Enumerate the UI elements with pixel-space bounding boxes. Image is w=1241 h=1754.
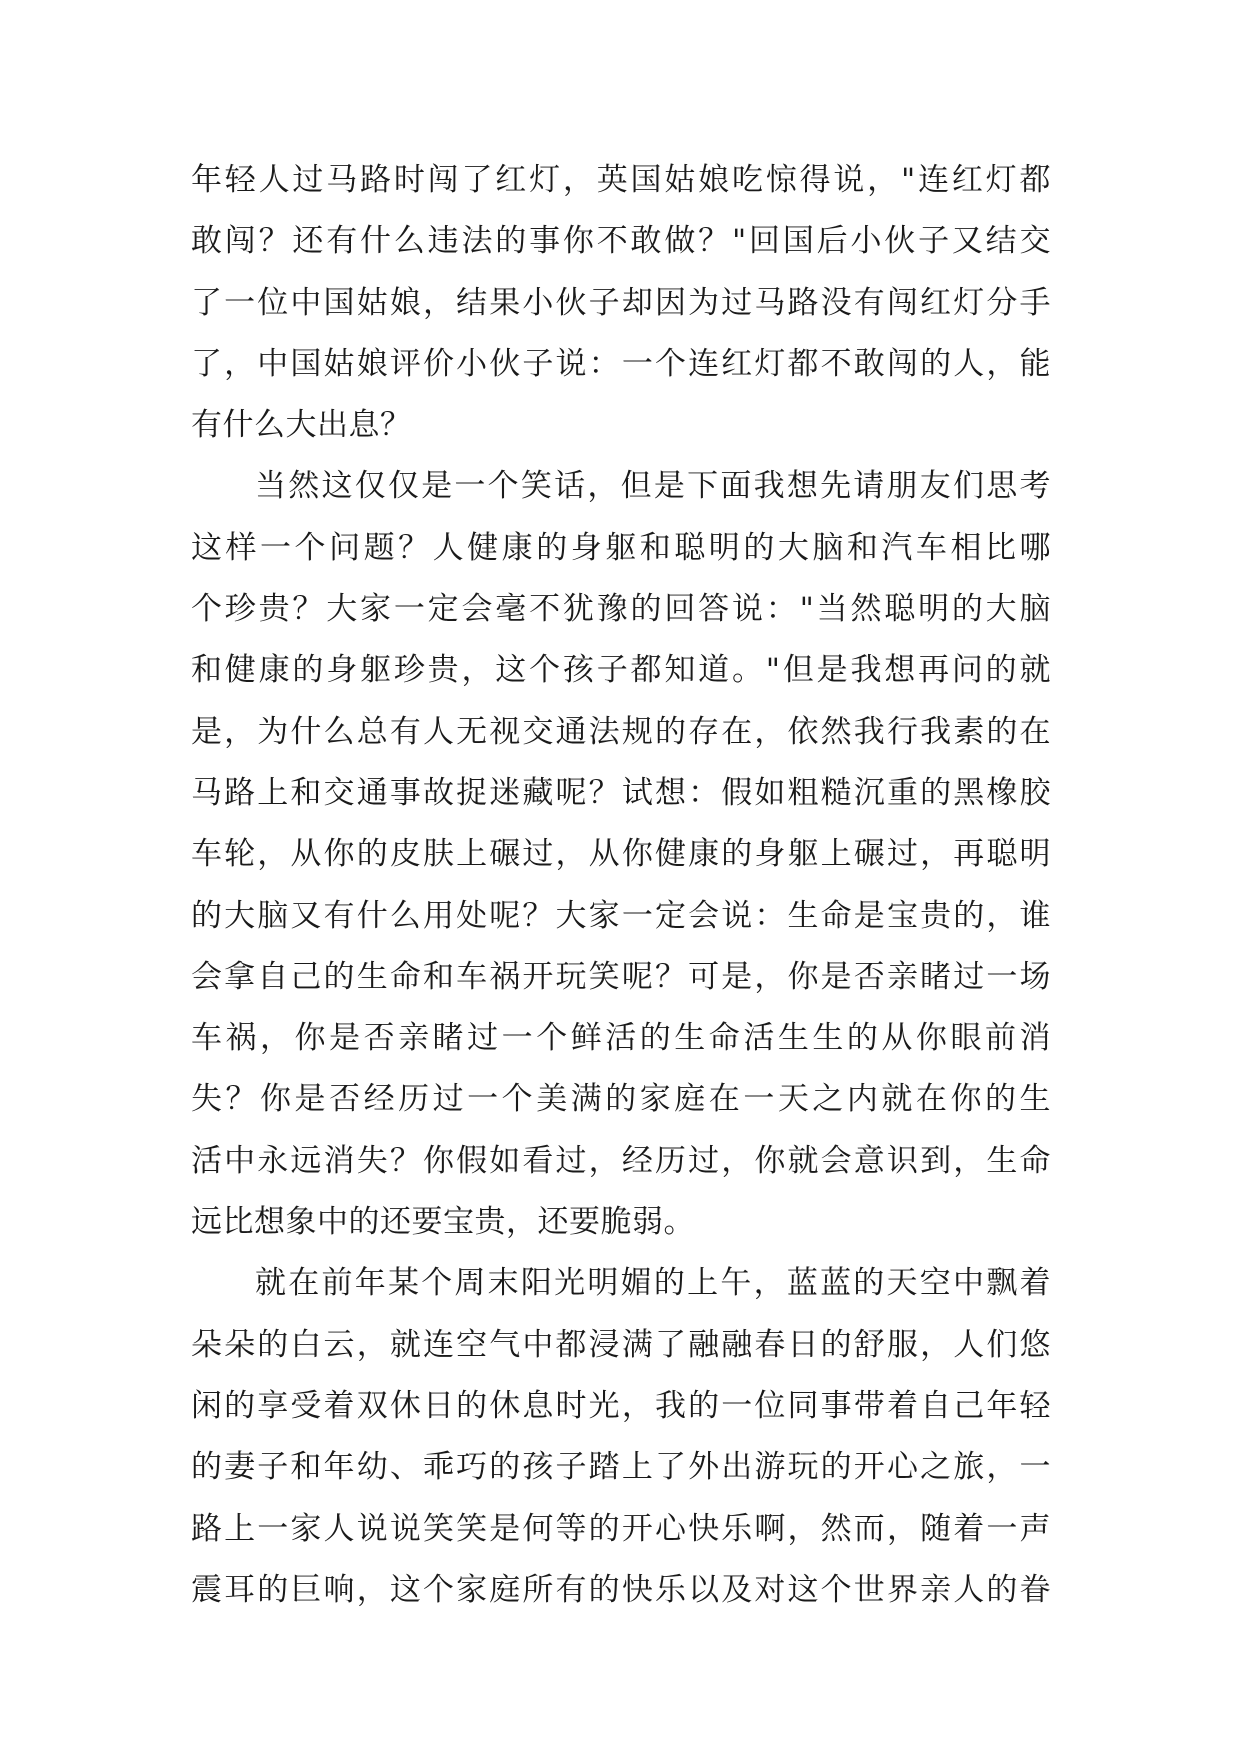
text-line: 车祸，你是否亲睹过一个鲜活的生命活生生的从你眼前消 [191,1020,1051,1057]
text-line: 朵朵的白云，就连空气中都浸满了融融春日的舒服，人们悠 [191,1326,1051,1363]
text-line: 马路上和交通事故捉迷藏呢？试想：假如粗糙沉重的黑橡胶 [191,774,1051,811]
text-line: 个珍贵？大家一定会毫不犹豫的回答说："当然聪明的大脑 [191,591,1051,628]
text-line: 闲的享受着双休日的休息时光，我的一位同事带着自己年轻 [191,1387,1051,1424]
text-line: 了，中国姑娘评价小伙子说：一个连红灯都不敢闯的人，能 [191,345,1051,382]
text-line: 就在前年某个周末阳光明媚的上午，蓝蓝的天空中飘着 [255,1265,1051,1302]
text-line: 敢闯？还有什么违法的事你不敢做？"回国后小伙子又结交 [191,223,1051,260]
text-line: 年轻人过马路时闯了红灯，英国姑娘吃惊得说，"连红灯都 [191,162,1051,198]
text-line: 活中永远消失？你假如看过，经历过，你就会意识到，生命 [191,1142,1051,1179]
text-line: 会拿自己的生命和车祸开玩笑呢？可是，你是否亲睹过一场 [191,958,1051,995]
text-line: 的大脑又有什么用处呢？大家一定会说：生命是宝贵的，谁 [191,897,1051,934]
text-line: 了一位中国姑娘，结果小伙子却因为过马路没有闯红灯分手 [191,284,1051,321]
text-line: 和健康的身躯珍贵，这个孩子都知道。"但是我想再问的就 [191,652,1051,689]
text-line: 路上一家人说说笑笑是何等的开心快乐啊，然而，随着一声 [191,1510,1051,1547]
text-line: 的妻子和年幼、乖巧的孩子踏上了外出游玩的开心之旅，一 [191,1449,1051,1486]
body-text [191,150,1051,1621]
text-line: 远比想象中的还要宝贵，还要脆弱。 [191,1204,695,1241]
text-line: 有什么大出息？ [191,407,412,444]
text-line: 车轮，从你的皮肤上碾过，从你健康的身躯上碾过，再聪明 [191,836,1051,873]
text-line: 当然这仅仅是一个笑话，但是下面我想先请朋友们思考 [255,468,1051,505]
text-line: 失？你是否经历过一个美满的家庭在一天之内就在你的生 [191,1081,1051,1118]
text-line: 这样一个问题？人健康的身躯和聪明的大脑和汽车相比哪 [191,529,1051,566]
text-line: 是，为什么总有人无视交通法规的存在，依然我行我素的在 [191,713,1051,750]
text-line: 震耳的巨响，这个家庭所有的快乐以及对这个世界亲人的眷 [191,1571,1051,1608]
